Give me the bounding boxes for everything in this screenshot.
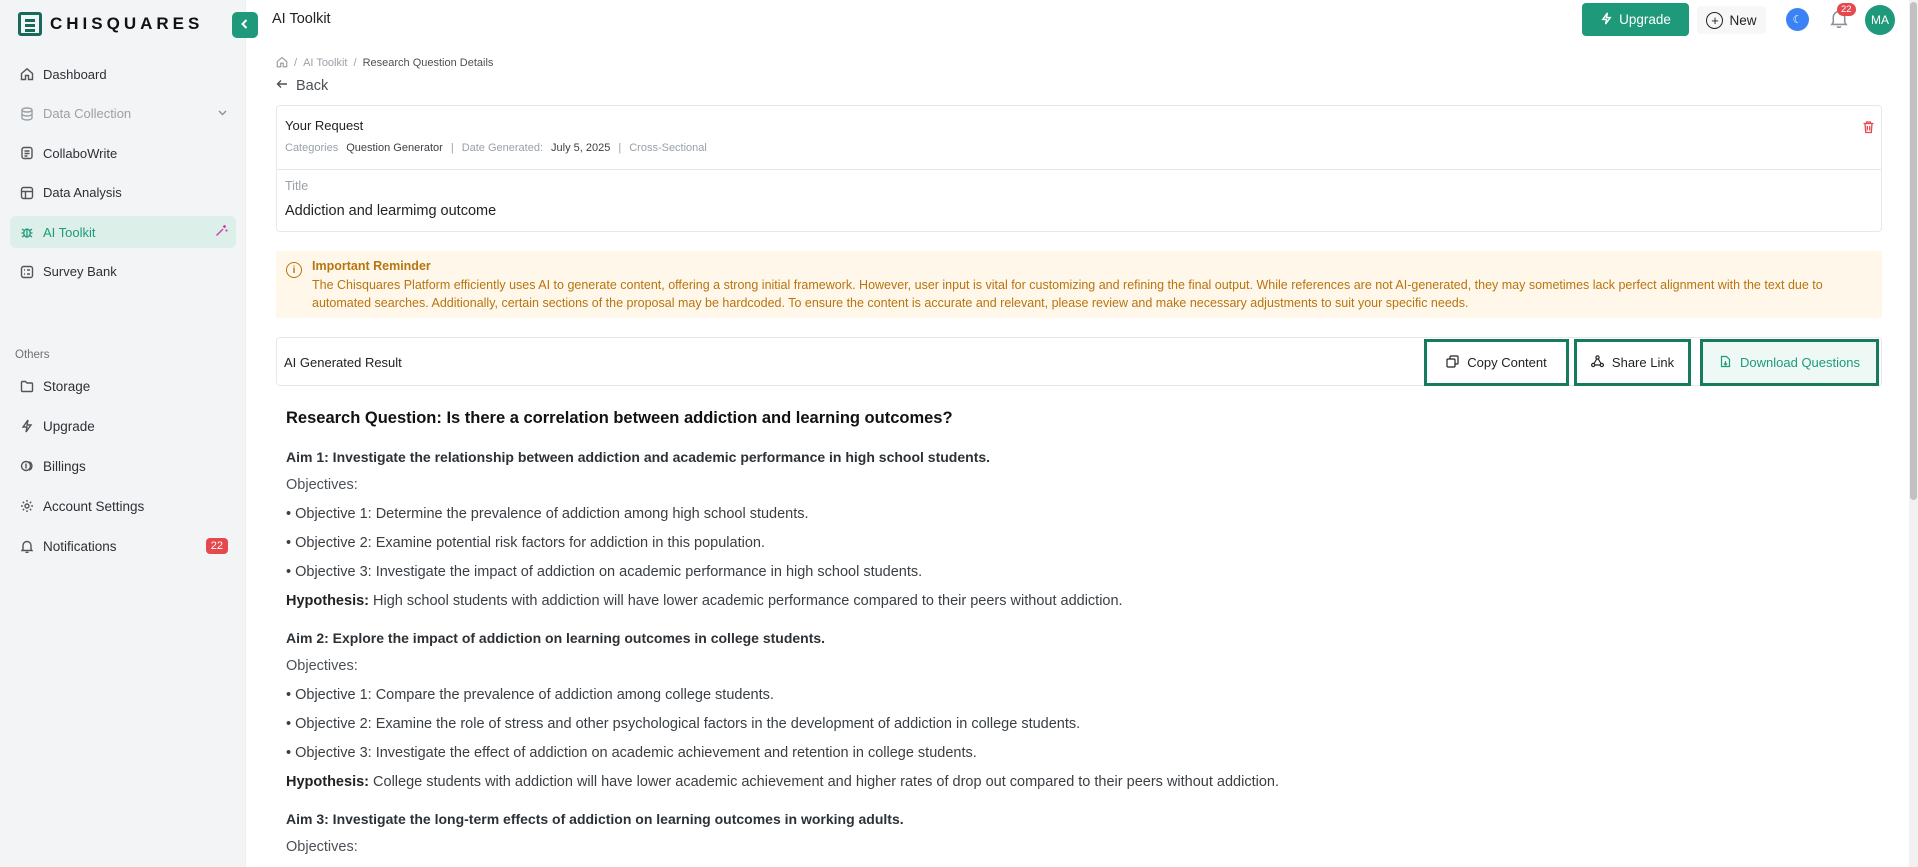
title-value: Addiction and learmimg outcome	[285, 203, 497, 219]
theme-toggle-button[interactable]	[1786, 8, 1809, 31]
back-button[interactable]	[276, 76, 346, 96]
category-value: Question Generator	[346, 142, 443, 154]
new-label: New	[1729, 12, 1757, 28]
logo[interactable]	[18, 12, 203, 36]
aim-1	[286, 449, 1882, 611]
copy-icon	[1446, 355, 1459, 371]
sidebar-item-label: Dashboard	[43, 66, 107, 82]
lightning-icon	[1600, 12, 1613, 28]
sidebar-item-notifications[interactable]	[10, 530, 236, 562]
sidebar-item-label: Billings	[43, 458, 86, 474]
objective-item: • Objective 1: Determine the prevalence of addiction among high school students.	[286, 506, 809, 522]
coins-icon	[19, 459, 34, 474]
request-card	[276, 105, 1882, 232]
important-reminder	[276, 251, 1882, 318]
copy-content-button[interactable]	[1424, 339, 1569, 386]
objectives-label: Objectives:	[286, 477, 358, 493]
request-summary	[277, 106, 1881, 170]
objective-item: • Objective 2: Examine the role of stress and other psychological factors in the development of addiction in college students.	[286, 716, 1081, 732]
file-download-icon	[1719, 355, 1732, 371]
download-questions-label: Download Questions	[1740, 355, 1860, 370]
result-label: AI Generated Result	[284, 355, 402, 370]
main-nav	[10, 58, 236, 295]
breadcrumb-item-ai-toolkit[interactable]: AI Toolkit	[303, 57, 348, 69]
breadcrumb	[276, 56, 1882, 70]
result-toolbar	[276, 337, 1882, 386]
generated-content	[276, 409, 1882, 857]
page-title: AI Toolkit	[272, 11, 331, 27]
date-label: Date Generated:	[461, 142, 544, 154]
chevron-left-icon	[239, 17, 251, 33]
avatar[interactable]: MA	[1865, 5, 1895, 35]
objective-item: • Objective 3: Investigate the effect of addiction on academic achievement and retention in college students.	[286, 745, 977, 761]
sidebar-item-collabowrite[interactable]	[10, 137, 236, 169]
meta-separator: |	[618, 142, 622, 154]
title-label: Title	[285, 179, 309, 193]
sidebar-item-billings[interactable]	[10, 450, 236, 482]
upgrade-button[interactable]	[1582, 3, 1689, 36]
sidebar-item-label: AI Toolkit	[43, 224, 96, 240]
request-heading: Your Request	[285, 118, 364, 133]
folder-icon	[19, 379, 34, 394]
logo-text: CHISQUARES	[50, 14, 204, 33]
sidebar-item-label: Data Analysis	[43, 185, 122, 200]
database-icon	[19, 106, 34, 121]
hypothesis-text: College students with addiction will have lower academic achievement and higher rates of drop out compared to their peers without addiction.	[369, 774, 1279, 790]
sidebar-item-label: Notifications	[43, 538, 117, 554]
sidebar-item-survey-bank[interactable]	[10, 256, 236, 288]
aim-2	[286, 630, 1882, 792]
request-title-section	[277, 170, 1881, 231]
research-question: Research Question: Is there a correlation between addiction and learning outcomes?	[286, 409, 953, 427]
moon-icon: ☾	[1792, 14, 1803, 26]
sidebar-item-data-collection[interactable]	[10, 98, 236, 130]
sidebar-item-dashboard[interactable]	[10, 58, 236, 90]
survey-icon	[19, 264, 34, 279]
copy-content-label: Copy Content	[1467, 355, 1547, 370]
reminder-title: Important Reminder	[312, 259, 431, 273]
objective-item: • Objective 2: Examine potential risk factors for addiction in this population.	[286, 535, 765, 551]
home-icon	[19, 67, 34, 82]
hypothesis-label: Hypothesis:	[286, 774, 369, 790]
trash-icon[interactable]	[1862, 120, 1875, 137]
objective-item: • Objective 1: Compare the prevalence of addiction among college students.	[286, 687, 774, 703]
collapse-sidebar-button[interactable]	[232, 12, 258, 38]
breadcrumb-item-current: Research Question Details	[362, 57, 494, 69]
breadcrumb-separator: /	[353, 57, 357, 69]
objective-item: • Objective 3: Investigate the impact of addiction on academic performance in high school students.	[286, 564, 923, 580]
chevron-down-icon	[217, 107, 228, 121]
main-content	[276, 56, 1882, 857]
aim-title: Aim 1: Investigate the relationship between addiction and academic performance in high school students.	[286, 449, 991, 465]
sidebar-item-storage[interactable]	[10, 370, 236, 402]
upgrade-label: Upgrade	[1619, 12, 1671, 27]
sidebar-item-account-settings[interactable]	[10, 490, 236, 522]
top-bar	[246, 0, 1918, 40]
objectives-label: Objectives:	[286, 839, 358, 855]
back-label: Back	[296, 78, 329, 94]
sidebar-item-label: Upgrade	[43, 418, 95, 434]
hypothesis	[286, 774, 1882, 792]
sidebar-item-label: Account Settings	[43, 498, 145, 514]
notification-count-badge: 22	[1837, 3, 1856, 16]
study-design-value: Cross-Sectional	[629, 142, 707, 154]
sidebar-item-label: Storage	[43, 378, 91, 394]
hypothesis	[286, 593, 1882, 611]
page-scrollbar[interactable]	[1909, 0, 1918, 867]
reminder-body: The Chisquares Platform efficiently uses AI to generate content, offering a strong initial framework. However, user input is vital for customizing and refining the final output. While references are not AI-generated, they may sometimes lack perfect alignment with the text due to automated searches. Additionally, certain sections of the proposal may be hardcoded. To ensure the content is accurate and relevant, please review and make necessary adjustments to suit your specific needs.	[312, 278, 1823, 310]
table-icon	[19, 185, 34, 200]
hypothesis-label: Hypothesis:	[286, 593, 369, 609]
others-nav	[10, 370, 236, 570]
share-link-label: Share Link	[1611, 355, 1675, 370]
download-questions-button[interactable]	[1700, 339, 1879, 386]
objectives-label: Objectives:	[286, 658, 358, 674]
categories-label: Categories	[285, 142, 339, 154]
document-icon	[19, 146, 34, 161]
share-icon	[1591, 355, 1604, 371]
sidebar	[0, 0, 246, 867]
bug-icon	[19, 225, 34, 240]
aim-3	[286, 811, 1882, 857]
magic-wand-icon	[215, 224, 228, 240]
breadcrumb-separator: /	[294, 57, 298, 69]
meta-separator: |	[450, 142, 454, 154]
request-meta	[285, 142, 1873, 154]
others-section-title: Others	[15, 349, 50, 361]
hypothesis-text: High school students with addiction will have lower academic performance compared to their peers without addiction.	[369, 593, 1123, 609]
sidebar-item-label: Data Collection	[43, 106, 132, 121]
sidebar-item-ai-toolkit[interactable]	[10, 216, 236, 248]
sidebar-item-upgrade[interactable]	[10, 410, 236, 442]
lightning-icon	[19, 419, 34, 434]
sidebar-item-label: Survey Bank	[43, 264, 117, 279]
notification-count-badge: 22	[206, 538, 228, 554]
home-icon[interactable]	[276, 56, 288, 71]
scrollbar-thumb[interactable]	[1910, 2, 1917, 500]
share-link-button[interactable]	[1574, 339, 1691, 386]
new-button[interactable]	[1697, 6, 1766, 34]
plus-circle-icon: +	[1706, 12, 1723, 29]
sidebar-item-label: CollaboWrite	[43, 145, 118, 161]
date-value: July 5, 2025	[551, 142, 611, 154]
sidebar-item-data-analysis[interactable]	[10, 177, 236, 209]
aim-title: Aim 2: Explore the impact of addiction on learning outcomes in college students.	[286, 630, 826, 646]
gear-icon	[19, 499, 34, 514]
bell-icon	[19, 539, 34, 554]
arrow-left-icon	[276, 78, 288, 94]
logo-icon	[18, 12, 42, 36]
info-icon: i	[286, 262, 302, 278]
aim-title: Aim 3: Investigate the long-term effects of addiction on learning outcomes in working adults.	[286, 811, 904, 827]
